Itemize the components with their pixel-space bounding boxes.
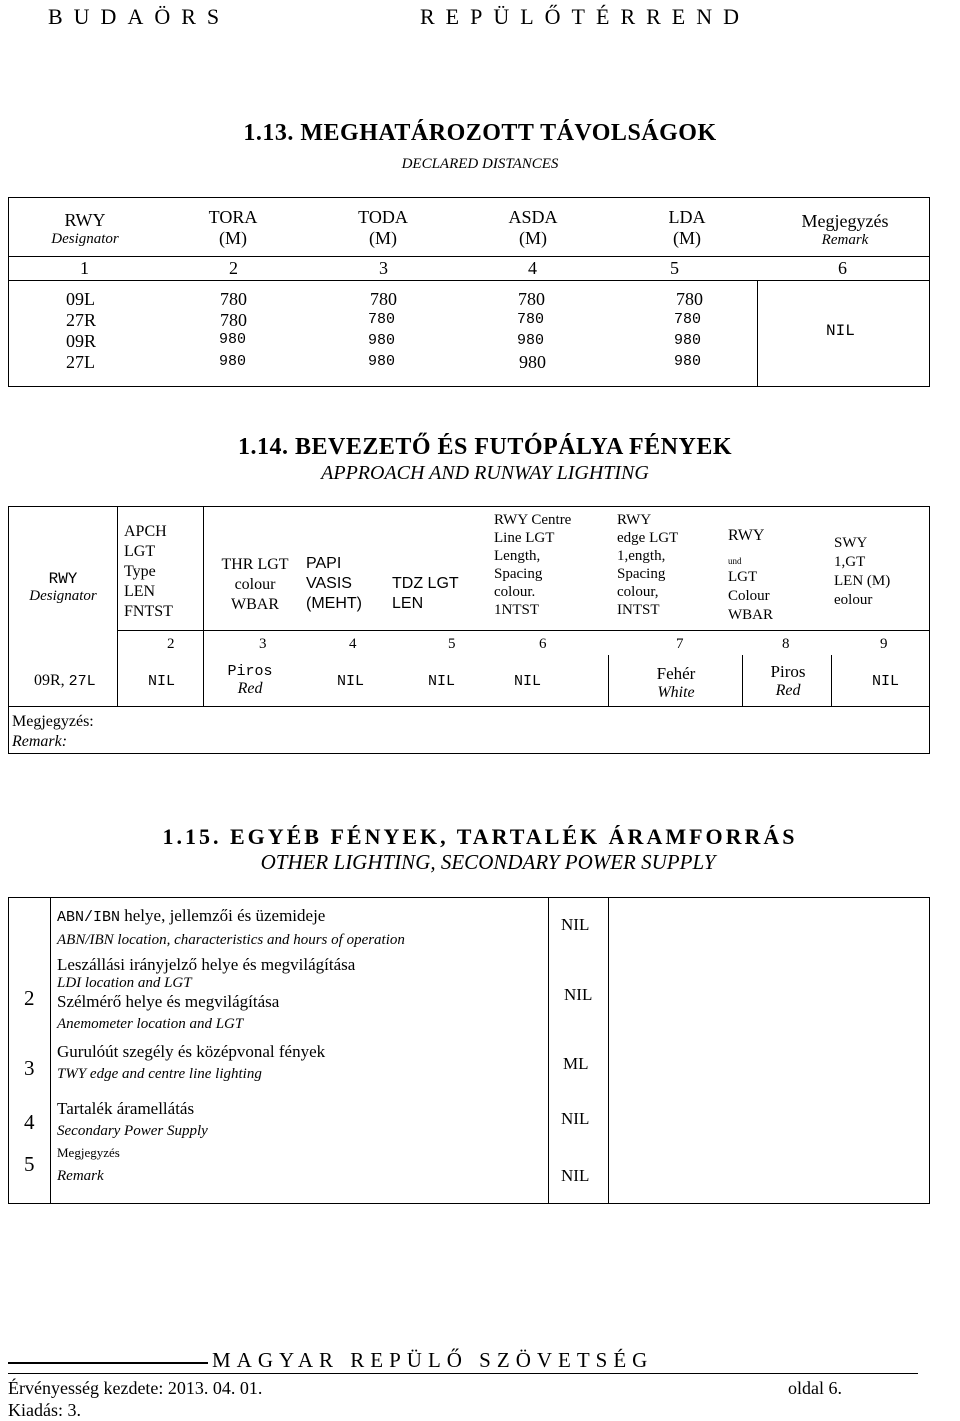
col-header-remark: Megjegyzés: [801, 211, 889, 231]
tora-cell: 980: [219, 353, 247, 370]
header-centre-line-lgt: RWY Centre Line LGT Length, Spacing colour. 1NTST: [494, 512, 572, 618]
lda-cell: 980: [674, 332, 702, 349]
toda-cell: 780: [370, 289, 397, 309]
header-thr-lgt: THR LGT colour WBAR: [221, 556, 289, 613]
thr-lgt-value: Piros: [227, 663, 273, 680]
col-number: 3: [379, 258, 388, 278]
lighting-col-designator: Designator: [29, 588, 97, 604]
col-header-lda: LDA: [668, 207, 706, 227]
row-number: 4: [24, 1110, 35, 1134]
asda-cell: 980: [519, 352, 546, 372]
header-rwy-end: RWY: [728, 527, 765, 544]
table-rule: [608, 897, 609, 1203]
col-number: 3: [259, 636, 267, 652]
table-rule: [742, 655, 743, 706]
table-rule: [548, 897, 549, 1203]
row-designator-2: 27L: [68, 673, 96, 690]
item-text-en: TWY edge and centre line lighting: [57, 1066, 262, 1082]
edge-lgt-value: Fehér: [656, 664, 696, 683]
item-text-hu: Leszállási irányjelző helye és megvilágítása: [57, 955, 356, 974]
col-number: 5: [670, 258, 679, 278]
header-swy-lgt: SWY 1,GT LEN (M) eolour: [834, 535, 891, 608]
item-text-en: LDI location and LGT: [57, 975, 192, 991]
col-subheader-tora: (M): [219, 228, 247, 248]
header-left: BUDAÖRS: [48, 4, 231, 29]
col-number: 2: [167, 636, 175, 652]
apch-lgt-value: NIL: [148, 673, 176, 690]
col-number: 8: [782, 636, 790, 652]
table-rule: [757, 280, 758, 386]
abn-ibn-label: ABN/IBN: [57, 909, 121, 926]
col-number: 7: [676, 636, 684, 652]
list-item: [57, 1041, 325, 1085]
item-text-hu: Gurulóút szegély és középvonal fények: [57, 1042, 326, 1061]
rwy-designator-cell: 27R: [66, 310, 97, 330]
col-subheader-lda: (M): [673, 228, 701, 248]
col-number: 4: [528, 258, 537, 278]
toda-cell: 980: [368, 332, 396, 349]
row-number: 2: [24, 986, 35, 1010]
header-rwy-end-und: und: [728, 556, 742, 566]
section-115-title: 1.15. EGYÉB FÉNYEK, TARTALÉK ÁRAMFORRÁS: [162, 824, 798, 849]
row-number: 3: [24, 1056, 35, 1080]
rwy-designator-cell: 27L: [66, 352, 95, 372]
col-number: 4: [349, 636, 357, 652]
item-text-hu: Megjegyzés: [57, 1145, 120, 1160]
rwy-end-value: Piros: [770, 662, 806, 681]
footer-edition: Kiadás: 3.: [8, 1400, 81, 1420]
list-item: [57, 905, 405, 951]
col-subheader-asda: (M): [519, 228, 547, 248]
footer-rule: [8, 1362, 208, 1364]
header-tdz-lgt: TDZ LGT LEN: [392, 575, 459, 612]
item-text-hu: Tartalék áramellátás: [57, 1099, 195, 1118]
papi-value: NIL: [337, 673, 365, 690]
edge-lgt-value-en: White: [657, 684, 695, 701]
table-rule: [117, 506, 118, 706]
table-rule: [608, 655, 609, 706]
col-subheader-designator: Designator: [51, 231, 119, 247]
section-115-subtitle: OTHER LIGHTING, SECONDARY POWER SUPPLY: [260, 850, 716, 874]
list-item: [57, 954, 355, 1035]
col-number: 9: [880, 636, 888, 652]
header-apch-lgt: APCH LGT Type LEN FNTST: [124, 523, 173, 620]
asda-cell: 980: [517, 332, 545, 349]
item-value: NIL: [561, 1109, 590, 1128]
lighting-col-rwy: RWY: [48, 570, 78, 588]
rwy-designator-cell: 09R: [66, 331, 97, 351]
item-value: ML: [563, 1054, 589, 1073]
item-value: NIL: [564, 985, 593, 1004]
thr-lgt-value-en: Red: [237, 680, 263, 697]
remark-label-en: Remark:: [12, 733, 68, 750]
footer-rule: [8, 1373, 918, 1374]
col-number: 6: [838, 258, 847, 278]
col-header-asda: ASDA: [508, 207, 558, 227]
lda-cell: 780: [676, 289, 703, 309]
col-header-tora: TORA: [208, 207, 258, 227]
table-rule: [8, 280, 930, 281]
rwy-designator-cell: 09L: [66, 289, 95, 309]
col-number: 2: [229, 258, 238, 278]
item-text-en: ABN/IBN location, characteristics and hours of operation: [57, 932, 405, 948]
header-rwy-end-lgt: LGT Colour WBAR: [728, 569, 773, 623]
table-rule: [203, 506, 204, 706]
item-text-en: Remark: [57, 1168, 104, 1184]
section-114-subtitle: APPROACH AND RUNWAY LIGHTING: [321, 462, 649, 484]
table-rule: [50, 897, 51, 1203]
swy-lgt-value: NIL: [872, 673, 900, 690]
col-subheader-remark: Remark: [821, 232, 869, 248]
footer-org: MAGYAR REPÜLŐ SZÖVETSÉG: [212, 1348, 654, 1372]
row-designator: 09R,: [34, 672, 65, 689]
section-113-subtitle: DECLARED DISTANCES: [401, 156, 559, 172]
header-edge-lgt: RWY edge LGT 1,ength, Spacing colour, INTST: [617, 512, 679, 618]
item-text-hu-2: Szélmérő helye és megvilágítása: [57, 992, 280, 1011]
tora-cell: 980: [219, 331, 247, 348]
lda-cell: 980: [674, 353, 702, 370]
item-text-en: Secondary Power Supply: [57, 1123, 208, 1139]
col-subheader-toda: (M): [369, 228, 397, 248]
header-papi: PAPI VASIS (MEHT): [306, 555, 362, 612]
col-header-toda: TODA: [358, 207, 408, 227]
col-number: 6: [539, 636, 547, 652]
remark-label: Megjegyzés:: [12, 713, 94, 730]
list-item: [57, 1098, 208, 1142]
list-item: [57, 1145, 120, 1191]
centre-line-value: NIL: [514, 673, 542, 690]
item-text-hu: helye, jellemzői és üzemideje: [124, 906, 326, 925]
item-value: NIL: [561, 915, 590, 934]
toda-cell: 780: [368, 311, 396, 328]
section-113-title: 1.13. MEGHATÁROZOTT TÁVOLSÁGOK: [243, 120, 717, 146]
table-rule: [8, 256, 930, 257]
item-value: NIL: [561, 1166, 590, 1185]
remark-cell: NIL: [826, 322, 855, 340]
row-number: 5: [24, 1152, 35, 1176]
col-header-rwy: RWY: [64, 210, 106, 230]
table-rule: [8, 706, 930, 707]
footer-validity: Érvényesség kezdete: 2013. 04. 01.: [8, 1378, 263, 1398]
item-text-en-2: Anemometer location and LGT: [57, 1016, 244, 1032]
col-number: 5: [448, 636, 456, 652]
tdz-lgt-value: NIL: [428, 673, 456, 690]
section-114-title: 1.14. BEVEZETŐ ÉS FUTÓPÁLYA FÉNYEK: [237, 434, 732, 460]
toda-cell: 980: [368, 353, 396, 370]
tora-cell: 780: [220, 289, 247, 309]
asda-cell: 780: [517, 311, 545, 328]
table-rule: [117, 630, 929, 631]
rwy-end-value-en: Red: [775, 682, 801, 699]
header-right: REPÜLŐTÉRREND: [420, 4, 750, 29]
asda-cell: 780: [518, 289, 545, 309]
footer-page-number: oldal 6.: [788, 1378, 842, 1398]
tora-cell: 780: [220, 310, 247, 330]
lda-cell: 780: [674, 311, 702, 328]
col-number: 1: [80, 258, 89, 278]
